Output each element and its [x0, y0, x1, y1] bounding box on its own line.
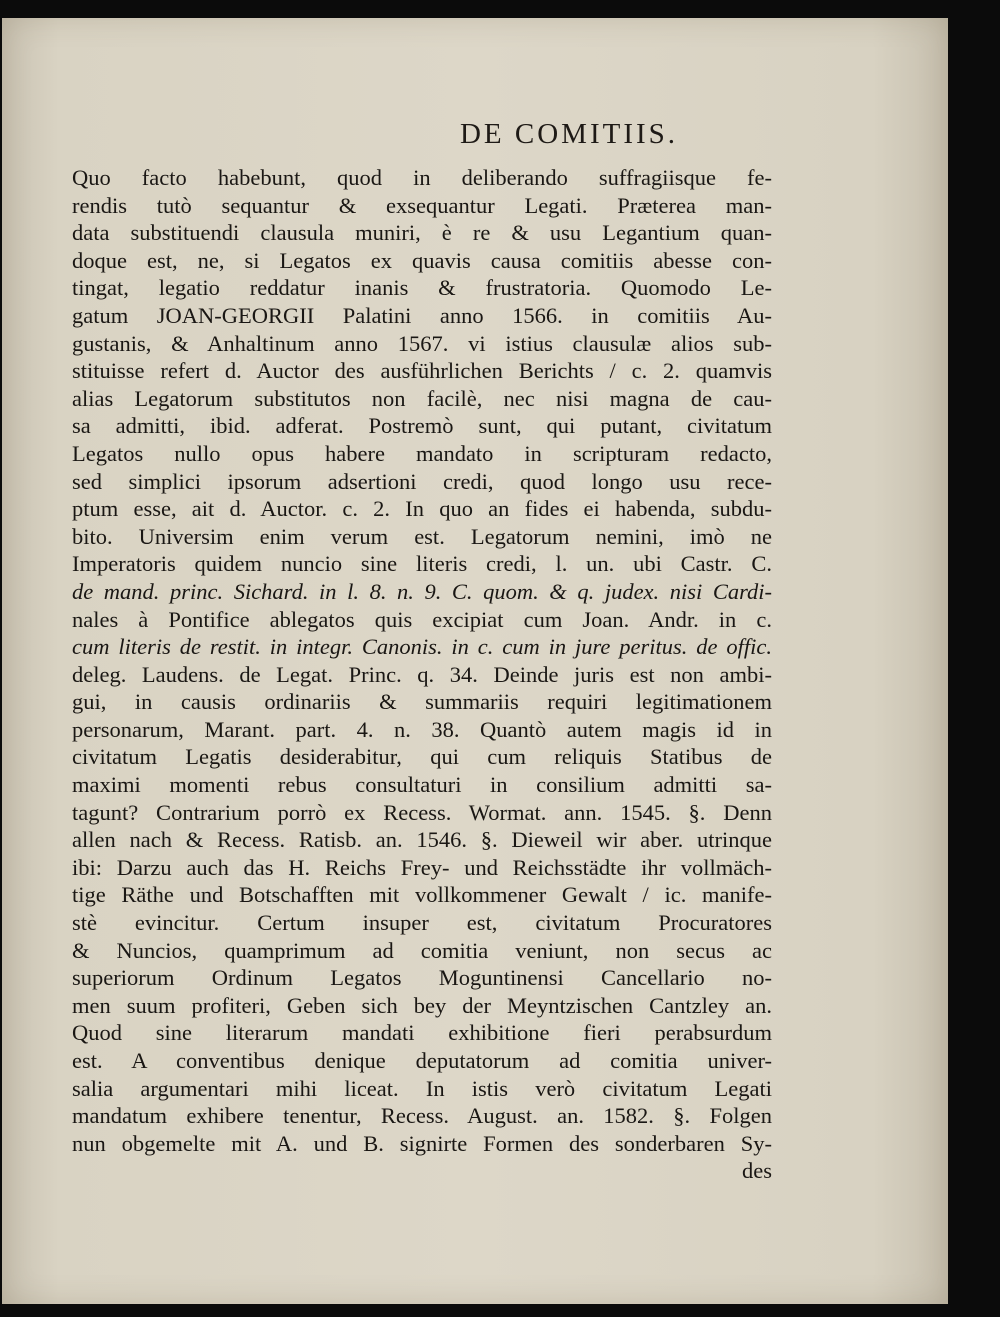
text-line: men suum profiteri, Geben sich bey der Meyntzischen Cantzley an.	[72, 992, 772, 1018]
text-line: Quo facto habebunt, quod in deliberando suffragiisque fe-	[72, 165, 772, 190]
text-line: Quod sine literarum mandati exhibitione fieri perabsurdum	[72, 1020, 772, 1046]
book-page	[2, 18, 948, 1304]
text-line: Imperatoris quidem nuncio sine literis credi, l. un. ubi Castr. C.	[72, 551, 772, 577]
text-line: data substituendi clausula muniri, è re & usu Legantium quan-	[72, 220, 772, 246]
text-line: tagunt? Contrarium porrò ex Recess. Wormat. ann. 1545. §. Denn	[72, 799, 772, 825]
text-line: mandatum exhibere tenentur, Recess. August. an. 1582. §. Folgen	[72, 1103, 772, 1129]
text-line: gui, in causis ordinariis & summariis requiri legitimationem	[72, 689, 772, 715]
text-line: allen nach & Recess. Ratisb. an. 1546. §. Dieweil wir aber. utrinque	[72, 827, 772, 853]
text-line: tingat, legatio reddatur inanis & frustratoria. Quomodo Le-	[72, 275, 772, 301]
text-line: de mand. princ. Sichard. in l. 8. n. 9. C. quom. & q. judex. nisi Cardi-	[72, 578, 772, 604]
running-head: DE COMITIIS.	[459, 118, 679, 150]
text-line: sa admitti, ibid. adferat. Postremò sunt, qui putant, civitatum	[72, 413, 772, 439]
text-line: personarum, Marant. part. 4. n. 38. Quantò autem magis id in	[72, 716, 772, 742]
body-text	[72, 164, 772, 1185]
text-line: gustanis, & Anhaltinum anno 1567. vi istius clausulæ alios sub-	[72, 330, 772, 356]
catchword: des	[742, 1158, 772, 1184]
text-line: ibi: Darzu auch das H. Reichs Frey- und Reichsstädte ihr vollmäch-	[72, 854, 772, 880]
text-line: salia argumentari mihi liceat. In istis verò civitatum Legati	[72, 1075, 772, 1101]
text-line: ptum esse, ait d. Auctor. c. 2. In quo an fides ei habenda, subdu-	[72, 496, 772, 522]
text-line: sed simplici ipsorum adsertioni credi, quod longo usu rece-	[72, 468, 772, 494]
text-line: nun obgemelte mit A. und B. signirte Formen des sonderbaren Sy-	[72, 1130, 772, 1156]
text-line: deleg. Laudens. de Legat. Princ. q. 34. Deinde juris est non ambi-	[72, 661, 772, 687]
text-line: maximi momenti rebus consultaturi in consilium admitti sa-	[72, 772, 772, 798]
text-line: cum literis de restit. in integr. Canonis. in c. cum in jure peritus. de offic.	[72, 634, 772, 660]
text-line: gatum JOAN-GEORGII Palatini anno 1566. in comitiis Au-	[72, 302, 772, 328]
text-line: superiorum Ordinum Legatos Moguntinensi Cancellario no-	[72, 965, 772, 991]
text-line: civitatum Legatis desiderabitur, qui cum reliquis Statibus de	[72, 744, 772, 770]
text-line: doque est, ne, si Legatos ex quavis causa comitiis abesse con-	[72, 247, 772, 273]
text-line: & Nuncios, quamprimum ad comitia veniunt, non secus ac	[72, 937, 772, 963]
text-line: est. A conventibus denique deputatorum ad comitia univer-	[72, 1048, 772, 1073]
text-line: bito. Universim enim verum est. Legatorum nemini, imò ne	[72, 523, 772, 549]
text-line: nales à Pontifice ablegatos quis excipiat cum Joan. Andr. in c.	[72, 606, 772, 632]
text-line: tige Räthe und Botschafften mit vollkommener Gewalt / ic. manife-	[72, 882, 772, 908]
text-line: alias Legatorum substitutos non facilè, nec nisi magna de cau-	[72, 385, 772, 411]
text-line: stituisse refert d. Auctor des ausführlichen Berichts / c. 2. quamvis	[72, 358, 772, 384]
text-line: Legatos nullo opus habere mandato in scripturam redacto,	[72, 440, 772, 466]
text-line: stè evincitur. Certum insuper est, civitatum Procuratores	[72, 910, 772, 936]
text-line: rendis tutò sequantur & exsequantur Legati. Præterea man-	[72, 192, 772, 218]
